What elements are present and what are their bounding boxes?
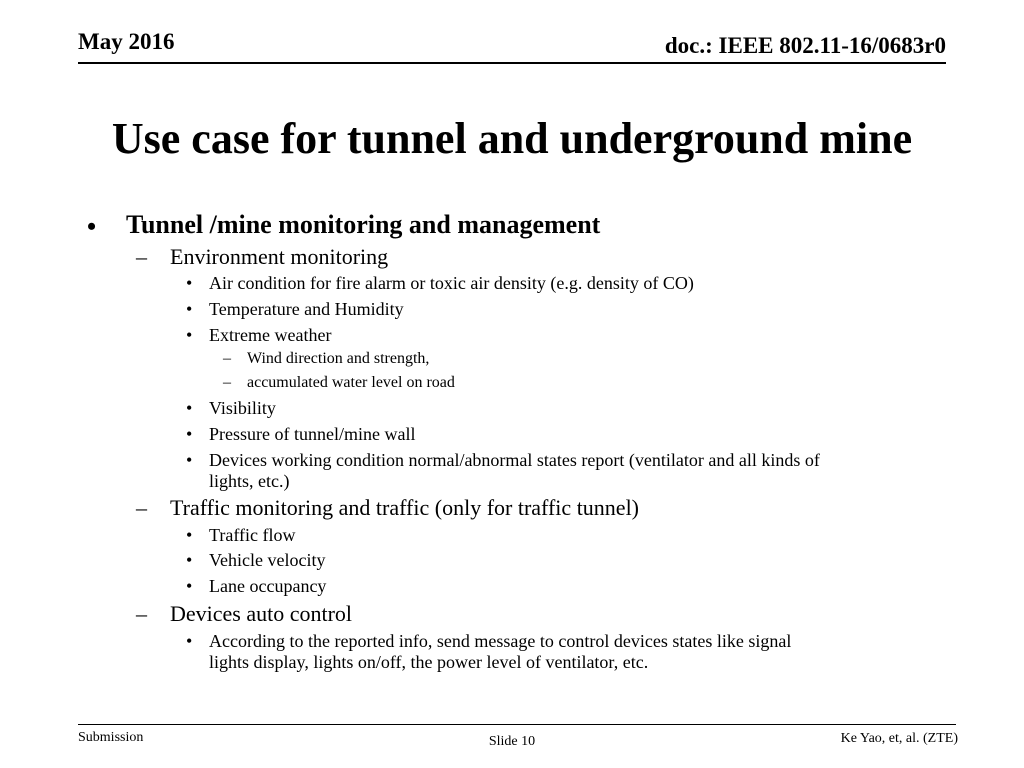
subtopic-control: Devices auto control	[170, 601, 353, 626]
dash-marker: –	[223, 374, 231, 391]
list-item-continuation: lights display, lights on/off, the power level of ventilator, etc.	[209, 652, 649, 672]
list-item: Lane occupancy	[209, 576, 327, 596]
bullet-marker: •	[186, 398, 193, 418]
list-item: Visibility	[209, 398, 276, 418]
bullet-marker: •	[186, 424, 193, 444]
list-item: Vehicle velocity	[209, 550, 326, 570]
footer-author: Ke Yao, et, al. (ZTE)	[840, 731, 958, 746]
list-item: Extreme weather	[209, 325, 332, 345]
dash-marker: –	[223, 350, 231, 367]
list-item: According to the reported info, send message to control devices states like signal	[209, 631, 792, 651]
slide-number: Slide 10	[488, 734, 536, 749]
dash-marker: –	[136, 601, 147, 626]
bullet-marker: •	[186, 325, 193, 345]
bullet-marker: •	[87, 212, 97, 241]
list-item: Pressure of tunnel/mine wall	[209, 424, 416, 444]
list-item: Temperature and Humidity	[209, 299, 404, 319]
bullet-marker: •	[186, 450, 193, 470]
bullet-marker: •	[186, 525, 193, 545]
subtopic-environment: Environment monitoring	[170, 244, 389, 269]
main-topic: Tunnel /mine monitoring and management	[126, 210, 601, 239]
list-item-continuation: lights, etc.)	[209, 471, 290, 491]
slide-title: Use case for tunnel and underground mine	[111, 114, 913, 163]
bullet-marker: •	[186, 631, 193, 651]
header-doc-id: doc.: IEEE 802.11-16/0683r0	[664, 33, 946, 58]
list-item: Devices working condition normal/abnormal states report (ventilator and all kinds of	[209, 450, 820, 470]
bullet-marker: •	[186, 273, 193, 293]
subtopic-traffic: Traffic monitoring and traffic (only for traffic tunnel)	[170, 495, 640, 520]
dash-marker: –	[136, 244, 147, 269]
list-item: Traffic flow	[209, 525, 296, 545]
list-item: Wind direction and strength,	[247, 350, 430, 367]
list-item: accumulated water level on road	[247, 374, 455, 391]
header-divider	[78, 62, 946, 64]
bullet-marker: •	[186, 550, 193, 570]
bullet-marker: •	[186, 576, 193, 596]
footer-divider	[78, 724, 956, 725]
footer-submission: Submission	[78, 730, 144, 745]
list-item: Air condition for fire alarm or toxic air density (e.g. density of CO)	[209, 273, 694, 293]
header-date: May 2016	[78, 29, 175, 54]
bullet-marker: •	[186, 299, 193, 319]
dash-marker: –	[136, 495, 147, 520]
